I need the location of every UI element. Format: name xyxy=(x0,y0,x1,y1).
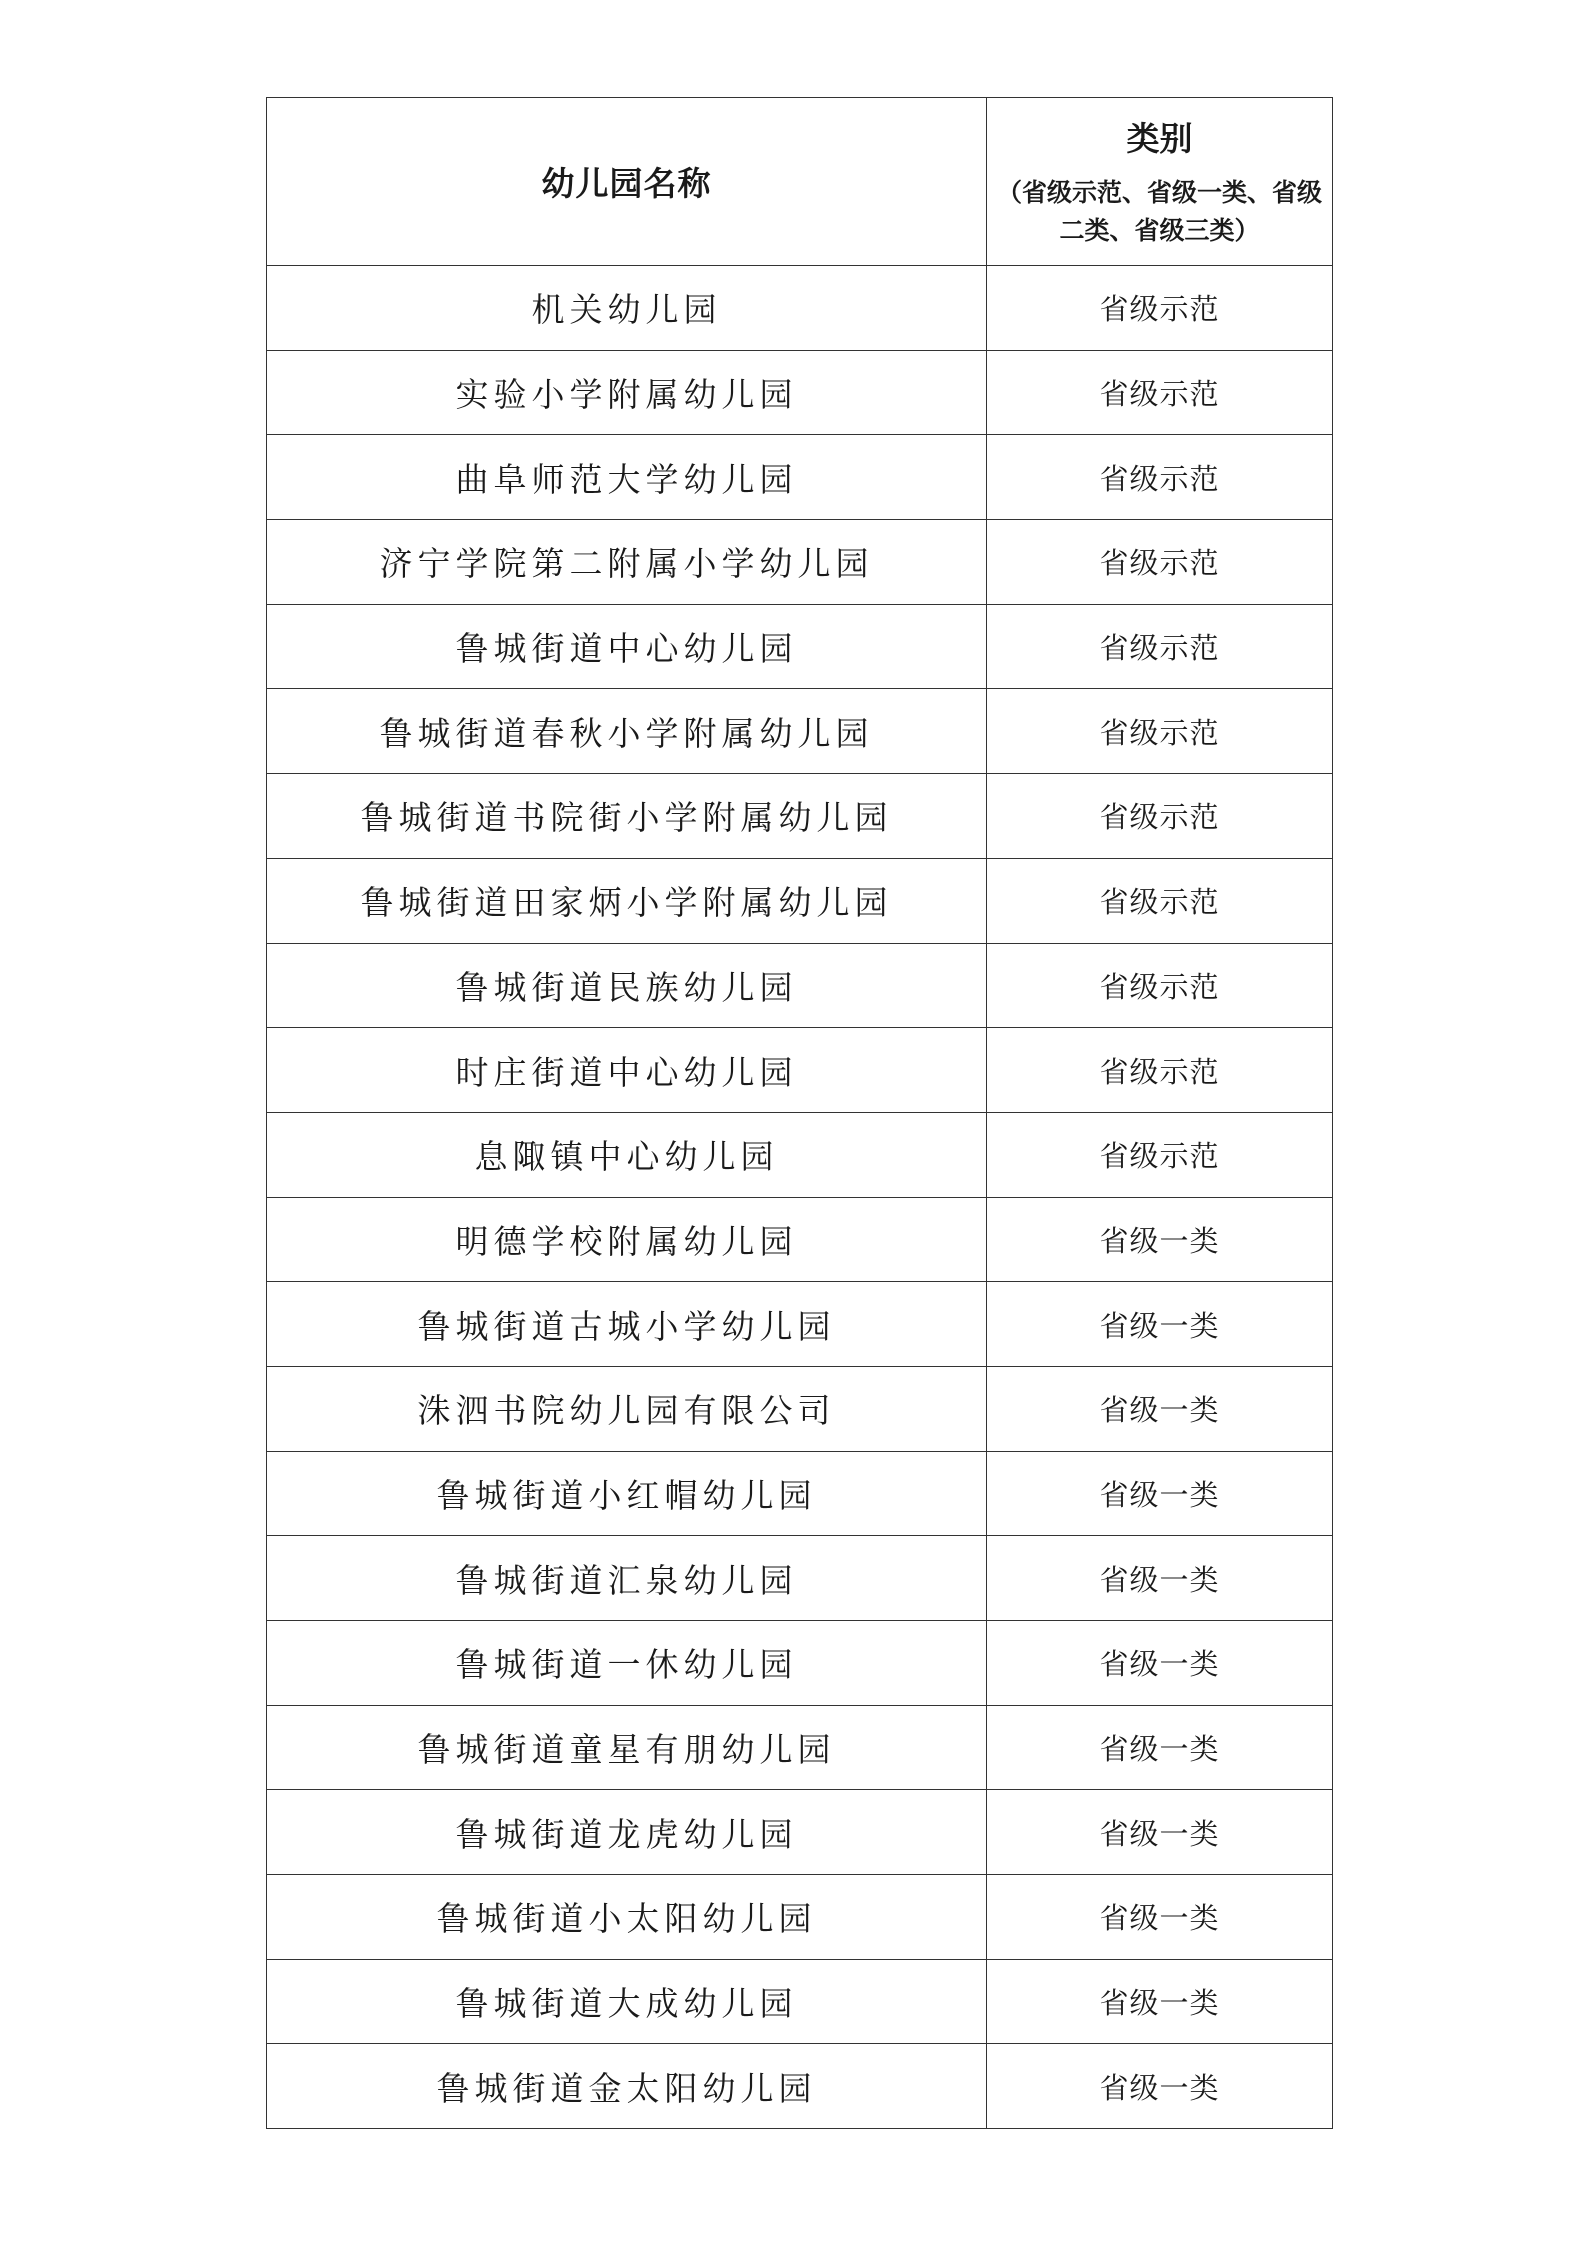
table-row xyxy=(267,266,1333,351)
category-cell: 省级一类 xyxy=(987,1282,1333,1367)
kindergarten-name-cell: 鲁城街道小红帽幼儿园 xyxy=(267,1451,987,1536)
kindergarten-name-cell: 鲁城街道一休幼儿园 xyxy=(267,1621,987,1706)
table-row xyxy=(267,2044,1333,2129)
table-row xyxy=(267,435,1333,520)
table-row xyxy=(267,1536,1333,1621)
kindergarten-name-cell: 息陬镇中心幼儿园 xyxy=(267,1112,987,1197)
category-cell: 省级示范 xyxy=(987,1112,1333,1197)
kindergarten-name-cell: 鲁城街道龙虎幼儿园 xyxy=(267,1790,987,1875)
table-row xyxy=(267,1451,1333,1536)
table-row xyxy=(267,858,1333,943)
category-cell: 省级示范 xyxy=(987,1028,1333,1113)
table-row xyxy=(267,604,1333,689)
kindergarten-name-cell: 时庄街道中心幼儿园 xyxy=(267,1028,987,1113)
table-row xyxy=(267,1959,1333,2044)
category-cell: 省级一类 xyxy=(987,1366,1333,1451)
kindergarten-name-cell: 曲阜师范大学幼儿园 xyxy=(267,435,987,520)
table-row xyxy=(267,774,1333,859)
kindergarten-name-cell: 鲁城街道金太阳幼儿园 xyxy=(267,2044,987,2129)
kindergarten-name-cell: 鲁城街道民族幼儿园 xyxy=(267,943,987,1028)
table-row xyxy=(267,1028,1333,1113)
category-cell: 省级一类 xyxy=(987,1790,1333,1875)
kindergarten-table xyxy=(266,97,1333,2129)
header-name-cell xyxy=(267,98,987,266)
category-cell: 省级一类 xyxy=(987,1451,1333,1536)
kindergarten-name-cell: 鲁城街道春秋小学附属幼儿园 xyxy=(267,689,987,774)
header-category-note: （省级示范、省级一类、省级二类、省级三类） xyxy=(996,178,1322,245)
table-row xyxy=(267,1366,1333,1451)
table-row xyxy=(267,689,1333,774)
kindergarten-name-cell: 鲁城街道中心幼儿园 xyxy=(267,604,987,689)
table-row xyxy=(267,520,1333,605)
category-cell: 省级示范 xyxy=(987,520,1333,605)
category-cell: 省级一类 xyxy=(987,2044,1333,2129)
kindergarten-name-cell: 鲁城街道小太阳幼儿园 xyxy=(267,1875,987,1960)
kindergarten-name-cell: 鲁城街道童星有朋幼儿园 xyxy=(267,1705,987,1790)
table-row xyxy=(267,1112,1333,1197)
kindergarten-name-cell: 鲁城街道田家炳小学附属幼儿园 xyxy=(267,858,987,943)
kindergarten-name-cell: 鲁城街道汇泉幼儿园 xyxy=(267,1536,987,1621)
table-row xyxy=(267,350,1333,435)
table-row xyxy=(267,1282,1333,1367)
category-cell: 省级示范 xyxy=(987,858,1333,943)
category-cell: 省级示范 xyxy=(987,435,1333,520)
kindergarten-name-cell: 鲁城街道书院街小学附属幼儿园 xyxy=(267,774,987,859)
table-header-row xyxy=(267,98,1333,266)
category-cell: 省级一类 xyxy=(987,1621,1333,1706)
kindergarten-name-cell: 机关幼儿园 xyxy=(267,266,987,351)
kindergarten-name-cell: 明德学校附属幼儿园 xyxy=(267,1197,987,1282)
category-cell: 省级示范 xyxy=(987,266,1333,351)
category-cell: 省级示范 xyxy=(987,604,1333,689)
table-row xyxy=(267,943,1333,1028)
kindergarten-name-cell: 鲁城街道大成幼儿园 xyxy=(267,1959,987,2044)
category-cell: 省级一类 xyxy=(987,1959,1333,2044)
category-cell: 省级示范 xyxy=(987,943,1333,1028)
kindergarten-name-cell: 鲁城街道古城小学幼儿园 xyxy=(267,1282,987,1367)
kindergarten-name-cell: 济宁学院第二附属小学幼儿园 xyxy=(267,520,987,605)
table-row xyxy=(267,1621,1333,1706)
category-cell: 省级一类 xyxy=(987,1536,1333,1621)
header-name-label: 幼儿园名称 xyxy=(541,164,712,203)
header-category-cell xyxy=(987,98,1333,266)
category-cell: 省级示范 xyxy=(987,774,1333,859)
table-body xyxy=(267,266,1333,2129)
category-cell: 省级示范 xyxy=(987,350,1333,435)
category-cell: 省级一类 xyxy=(987,1197,1333,1282)
kindergarten-name-cell: 实验小学附属幼儿园 xyxy=(267,350,987,435)
kindergarten-name-cell: 洙泗书院幼儿园有限公司 xyxy=(267,1366,987,1451)
category-cell: 省级一类 xyxy=(987,1875,1333,1960)
table-row xyxy=(267,1197,1333,1282)
header-category-label: 类别 xyxy=(1126,119,1193,158)
table-row xyxy=(267,1790,1333,1875)
category-cell: 省级一类 xyxy=(987,1705,1333,1790)
table-row xyxy=(267,1875,1333,1960)
category-cell: 省级示范 xyxy=(987,689,1333,774)
table-row xyxy=(267,1705,1333,1790)
